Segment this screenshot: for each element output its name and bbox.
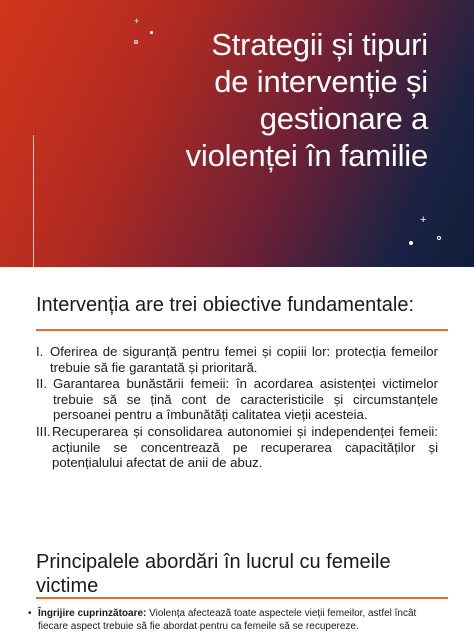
list-item-text: Recuperarea și consolidarea autonomiei și independenței femeii: acțiunile se concentrează pe recuperarea capacităților și potențialului afectat de anii de abuz. xyxy=(52,423,438,471)
title-banner xyxy=(0,0,474,267)
sparkle-icon: + xyxy=(420,214,427,226)
list-item-text: Oferirea de siguranță pentru femei și copiii lor: protecția femeilor trebuie să fie garantată și prioritară. xyxy=(50,344,438,375)
ring-icon xyxy=(134,40,138,44)
bullet-label: Îngrijire cuprinzătoare: xyxy=(38,608,147,619)
decorative-vertical-line xyxy=(33,135,34,267)
dot-icon xyxy=(150,31,153,34)
objectives-list xyxy=(36,344,438,472)
list-number: II. xyxy=(36,376,47,392)
section-heading-approaches xyxy=(36,550,391,598)
list-item xyxy=(36,424,438,471)
list-item xyxy=(36,376,438,423)
heading-underline xyxy=(36,329,448,331)
ring-icon xyxy=(437,236,441,240)
bullet-icon: • xyxy=(28,608,32,619)
list-item-text: Garantarea bunăstării femeii: în acordarea asistenței victimelor trebuie să se țină cont de caracteristicile și circumstanțele persoanei pentru a îmbunătăți calitatea vieții acesteia. xyxy=(53,376,438,423)
heading-line: victime xyxy=(36,575,99,597)
list-item xyxy=(28,608,448,633)
dot-icon xyxy=(409,241,413,245)
list-number: I. xyxy=(36,344,44,359)
title-line: violenței în familie xyxy=(185,138,428,173)
title-line: Strategii și tipuri xyxy=(211,27,428,62)
section-heading-objectives: Intervenția are trei obiective fundamentale: xyxy=(36,294,414,316)
list-number: III. xyxy=(36,423,51,439)
list-item xyxy=(36,344,438,375)
heading-line: Principalele abordări în lucrul cu femeile xyxy=(36,551,391,573)
heading-underline xyxy=(36,597,448,599)
title-line: de intervenție și xyxy=(214,64,428,99)
page-title xyxy=(108,26,428,174)
bullet-body: Violența afectează toate aspectele vieții femeilor, astfel încât fiecare aspect trebuie să fie abordat pentru ca femeile să se recupereze. xyxy=(38,608,417,632)
title-line: gestionare a xyxy=(259,101,428,136)
bullet-text xyxy=(28,608,448,633)
sparkle-icon: + xyxy=(134,16,140,26)
